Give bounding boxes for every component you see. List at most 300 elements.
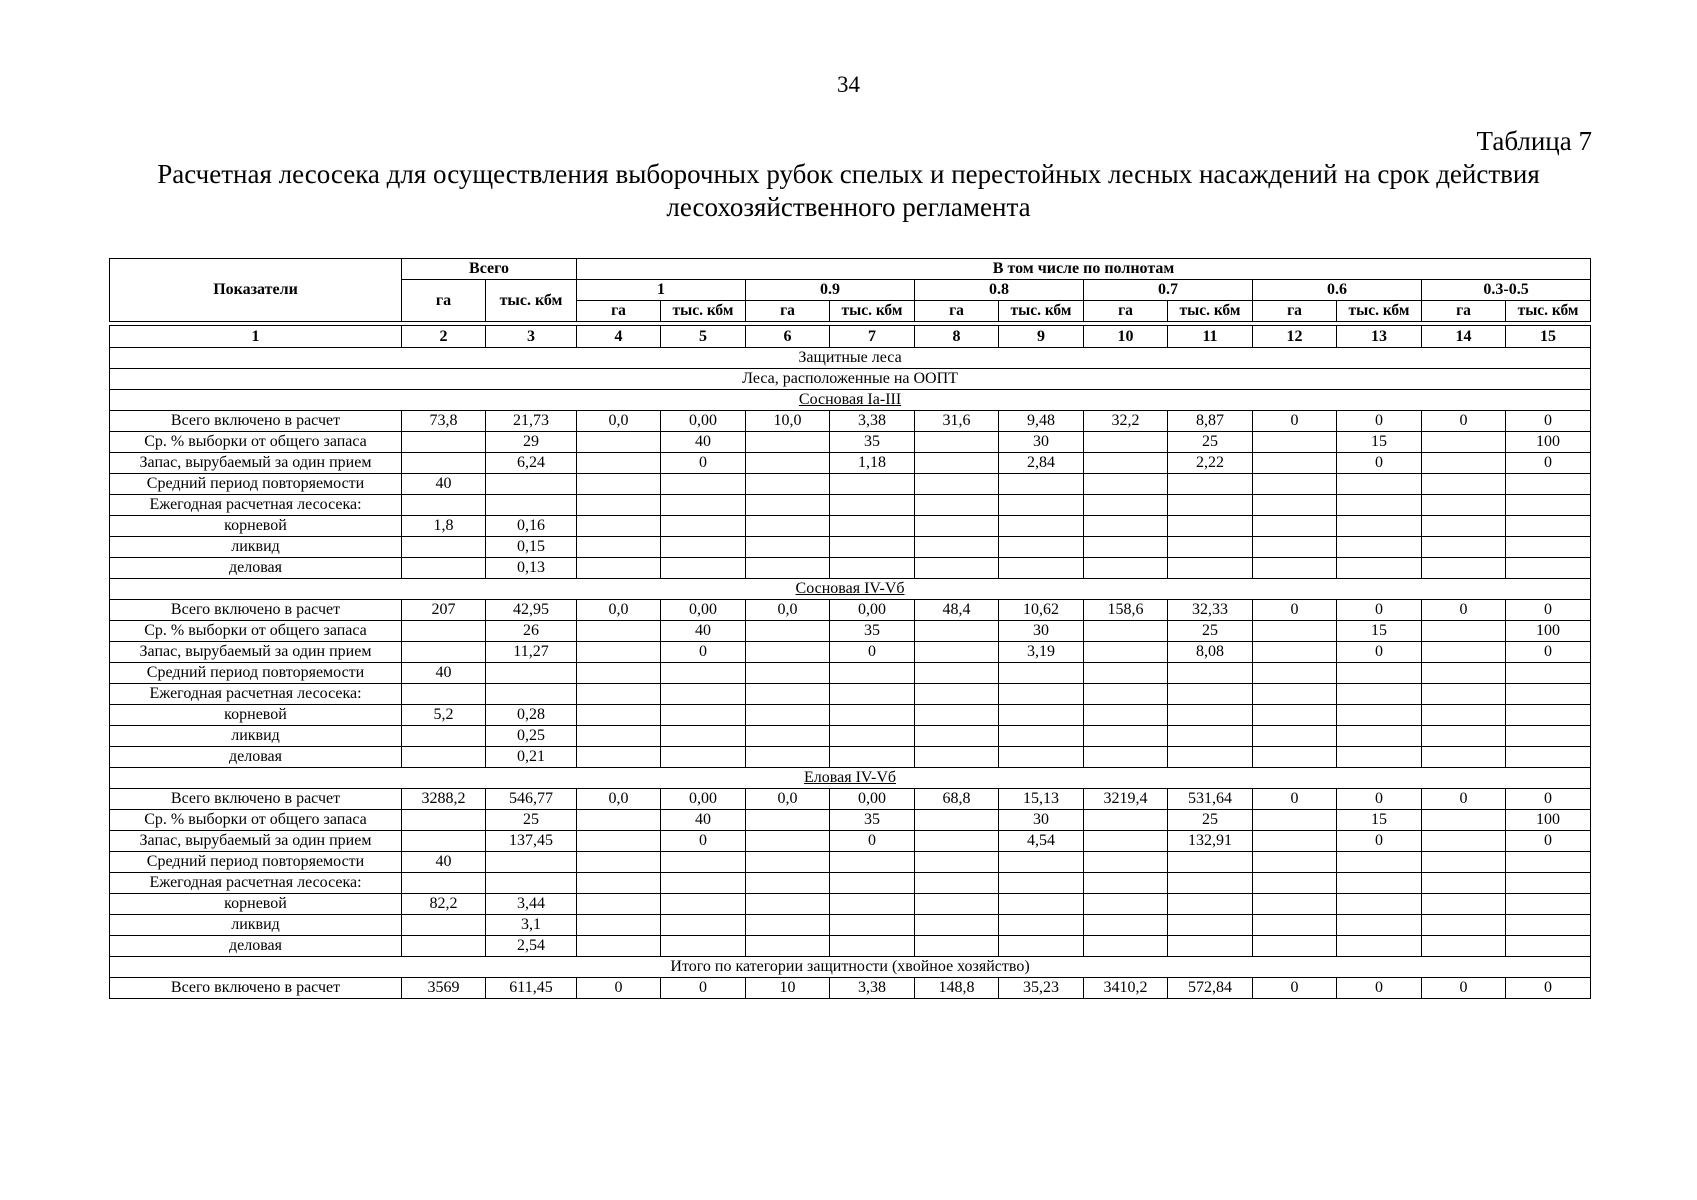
column-number: 10 — [1084, 326, 1168, 348]
title-line-2: лесохозяйственного регламента — [666, 192, 1031, 222]
table-cell — [1084, 936, 1168, 957]
header-ha: га — [915, 301, 999, 322]
section-row — [110, 768, 1591, 789]
table-cell — [830, 516, 915, 537]
table-cell: 35 — [830, 621, 915, 642]
table-cell: 26 — [486, 621, 577, 642]
table-cell — [577, 516, 661, 537]
table-cell — [1337, 495, 1422, 516]
table-row — [110, 915, 1591, 936]
row-label: Средний период повторяемости — [110, 852, 402, 873]
table-cell — [746, 432, 830, 453]
table-cell — [661, 873, 746, 894]
table-cell — [1337, 936, 1422, 957]
table-cell — [661, 747, 746, 768]
table-cell: 207 — [402, 600, 486, 621]
table-cell — [999, 936, 1084, 957]
table-cell — [915, 684, 999, 705]
table-cell — [486, 495, 577, 516]
table-cell: 35,23 — [999, 978, 1084, 999]
table-cell — [999, 915, 1084, 936]
table-cell: 0 — [1253, 978, 1337, 999]
table-cell: 0,00 — [661, 600, 746, 621]
table-row — [110, 600, 1591, 621]
table-cell — [1084, 894, 1168, 915]
table-cell — [1422, 894, 1506, 915]
table-cell: 29 — [486, 432, 577, 453]
table-cell — [746, 474, 830, 495]
table-cell — [1506, 663, 1591, 684]
table-cell — [746, 915, 830, 936]
table-cell — [1337, 516, 1422, 537]
table-cell: 100 — [1506, 432, 1591, 453]
table-cell — [1168, 936, 1253, 957]
table-cell — [577, 936, 661, 957]
table-cell — [1253, 726, 1337, 747]
table-cell — [915, 621, 999, 642]
table-cell: 0 — [1506, 411, 1591, 432]
table-cell: 9,48 — [999, 411, 1084, 432]
table-cell — [1168, 495, 1253, 516]
table-cell — [746, 642, 830, 663]
table-cell — [1422, 810, 1506, 831]
table-row — [110, 411, 1591, 432]
table-cell — [1084, 663, 1168, 684]
table-cell — [1168, 684, 1253, 705]
table-cell — [486, 663, 577, 684]
table-cell — [577, 705, 661, 726]
table-cell — [402, 936, 486, 957]
table-cell — [577, 453, 661, 474]
table-cell — [402, 642, 486, 663]
table-cell — [402, 495, 486, 516]
table-cell — [1422, 537, 1506, 558]
table-cell — [1253, 474, 1337, 495]
row-label: корневой — [110, 894, 402, 915]
table-cell — [1168, 747, 1253, 768]
header-density: 0.9 — [746, 280, 915, 301]
table-cell — [661, 852, 746, 873]
table-cell: 3219,4 — [1084, 789, 1168, 810]
table-row — [110, 831, 1591, 852]
table-row — [110, 852, 1591, 873]
table-cell: 21,73 — [486, 411, 577, 432]
table-cell: 0 — [1337, 411, 1422, 432]
table-cell: 0,00 — [661, 789, 746, 810]
table-cell — [1337, 705, 1422, 726]
table-row — [110, 684, 1591, 705]
table-cell — [1506, 558, 1591, 579]
row-label: деловая — [110, 558, 402, 579]
table-cell: 0,0 — [746, 600, 830, 621]
table-cell — [1506, 747, 1591, 768]
table-cell — [486, 852, 577, 873]
table-cell — [999, 474, 1084, 495]
header-density: 0.3-0.5 — [1422, 280, 1591, 301]
table-row — [110, 894, 1591, 915]
section-row — [110, 348, 1591, 369]
table-cell: 0 — [830, 831, 915, 852]
table-cell — [999, 495, 1084, 516]
table-cell — [830, 726, 915, 747]
table-cell — [1506, 705, 1591, 726]
table-cell: 3,38 — [830, 978, 915, 999]
header-volume: тыс. кбм — [1506, 301, 1591, 322]
table-cell: 531,64 — [1168, 789, 1253, 810]
table-cell — [402, 810, 486, 831]
table-cell — [915, 873, 999, 894]
section-title — [110, 579, 1591, 600]
table-cell — [402, 432, 486, 453]
header-density: 0.8 — [915, 280, 1084, 301]
table-cell: 3288,2 — [402, 789, 486, 810]
section-title — [110, 390, 1591, 411]
table-cell: 0 — [577, 978, 661, 999]
table-cell: 0 — [661, 978, 746, 999]
table-cell — [830, 873, 915, 894]
table-cell — [1422, 747, 1506, 768]
section-title — [110, 768, 1591, 789]
row-label: Всего включено в расчет — [110, 411, 402, 432]
table-cell — [830, 474, 915, 495]
table-cell — [486, 684, 577, 705]
table-cell — [915, 474, 999, 495]
table-cell — [915, 495, 999, 516]
table-row — [110, 642, 1591, 663]
table-row — [110, 537, 1591, 558]
table-cell — [746, 894, 830, 915]
table-cell: 0 — [1337, 453, 1422, 474]
table-cell: 0 — [661, 453, 746, 474]
table-cell — [915, 516, 999, 537]
column-number: 2 — [402, 326, 486, 348]
table-cell: 0 — [1506, 789, 1591, 810]
table-cell — [1253, 831, 1337, 852]
table-cell — [830, 558, 915, 579]
header-volume: тыс. кбм — [830, 301, 915, 322]
table-cell: 25 — [1168, 621, 1253, 642]
row-label: ликвид — [110, 915, 402, 936]
table-cell — [1253, 894, 1337, 915]
table-cell — [1253, 516, 1337, 537]
table-cell — [1084, 558, 1168, 579]
table-cell — [1084, 726, 1168, 747]
table-cell: 0 — [1506, 642, 1591, 663]
table-cell — [915, 831, 999, 852]
table-cell — [746, 684, 830, 705]
row-label: Всего включено в расчет — [110, 978, 402, 999]
table-cell — [1253, 537, 1337, 558]
table-cell: 0,0 — [746, 789, 830, 810]
table-cell — [1422, 726, 1506, 747]
table-cell — [661, 894, 746, 915]
table-cell — [577, 558, 661, 579]
table-cell — [1168, 663, 1253, 684]
row-label: Всего включено в расчет — [110, 789, 402, 810]
table-cell — [746, 852, 830, 873]
table-cell: 8,08 — [1168, 642, 1253, 663]
table-cell: 35 — [830, 810, 915, 831]
table-cell — [1422, 516, 1506, 537]
table-cell: 3,19 — [999, 642, 1084, 663]
table-cell — [1253, 453, 1337, 474]
row-label: Ежегодная расчетная лесосека: — [110, 495, 402, 516]
table-row — [110, 705, 1591, 726]
table-cell — [661, 474, 746, 495]
table-cell: 2,22 — [1168, 453, 1253, 474]
table-cell: 40 — [402, 852, 486, 873]
section-title-text: Защитные леса — [798, 349, 902, 366]
table-row — [110, 558, 1591, 579]
table-cell: 40 — [402, 663, 486, 684]
table-cell — [1422, 684, 1506, 705]
table-cell — [1253, 705, 1337, 726]
table-cell — [830, 852, 915, 873]
table-cell — [830, 747, 915, 768]
table-cell — [830, 894, 915, 915]
table-cell — [661, 663, 746, 684]
table-cell — [402, 831, 486, 852]
table-cell — [830, 495, 915, 516]
table-cell: 0 — [1337, 600, 1422, 621]
header-density: 1 — [577, 280, 746, 301]
header-ha: га — [1084, 301, 1168, 322]
table-cell: 611,45 — [486, 978, 577, 999]
table-cell — [1084, 831, 1168, 852]
table-cell: 546,77 — [486, 789, 577, 810]
table-cell: 0,15 — [486, 537, 577, 558]
table-row — [110, 621, 1591, 642]
table-cell — [1506, 684, 1591, 705]
table-cell — [1337, 474, 1422, 495]
page-number: 34 — [837, 72, 860, 97]
table-cell — [999, 684, 1084, 705]
table-cell — [1422, 453, 1506, 474]
table-cell — [1337, 684, 1422, 705]
document-title — [110, 158, 1587, 224]
section-title-text: Сосновая Ia-III — [798, 391, 902, 408]
table-cell — [577, 684, 661, 705]
table-cell: 15 — [1337, 810, 1422, 831]
table-cell — [830, 936, 915, 957]
table-cell: 0 — [1337, 831, 1422, 852]
table-cell — [830, 684, 915, 705]
table-cell — [999, 747, 1084, 768]
table-row — [110, 936, 1591, 957]
table-cell — [915, 810, 999, 831]
table-cell: 0 — [661, 831, 746, 852]
table-cell: 0,0 — [577, 411, 661, 432]
table-cell — [1422, 558, 1506, 579]
table-body — [110, 322, 1591, 999]
table-cell: 32,2 — [1084, 411, 1168, 432]
row-label: корневой — [110, 516, 402, 537]
table-cell: 3569 — [402, 978, 486, 999]
column-number: 11 — [1168, 326, 1253, 348]
table-cell — [1084, 705, 1168, 726]
table-cell: 0,21 — [486, 747, 577, 768]
section-row — [110, 369, 1591, 390]
table-cell — [999, 558, 1084, 579]
table-cell: 10 — [746, 978, 830, 999]
table-cell: 3,1 — [486, 915, 577, 936]
row-label: Всего включено в расчет — [110, 600, 402, 621]
table-cell — [999, 663, 1084, 684]
table-cell: 0,00 — [830, 789, 915, 810]
header-indicators: Показатели — [110, 259, 402, 322]
header-total: Всего — [402, 259, 577, 280]
table-cell: 0 — [1337, 978, 1422, 999]
table-cell: 30 — [999, 810, 1084, 831]
table-cell: 4,54 — [999, 831, 1084, 852]
table-cell — [999, 516, 1084, 537]
table-cell — [1084, 537, 1168, 558]
table-cell — [577, 495, 661, 516]
table-cell — [1506, 516, 1591, 537]
table-cell: 40 — [661, 810, 746, 831]
table-cell — [830, 915, 915, 936]
column-number: 15 — [1506, 326, 1591, 348]
table-cell: 25 — [1168, 810, 1253, 831]
table-cell: 0,0 — [577, 600, 661, 621]
table-cell — [577, 726, 661, 747]
table-cell — [577, 852, 661, 873]
table-cell — [746, 558, 830, 579]
column-number: 4 — [577, 326, 661, 348]
table-cell — [1506, 873, 1591, 894]
table-cell — [915, 726, 999, 747]
table-cell — [1422, 432, 1506, 453]
row-label: Средний период повторяемости — [110, 663, 402, 684]
row-label: корневой — [110, 705, 402, 726]
header-including-by-density: В том числе по полнотам — [577, 259, 1591, 280]
table-cell — [402, 726, 486, 747]
table-row — [110, 516, 1591, 537]
table-cell — [1422, 852, 1506, 873]
column-number: 9 — [999, 326, 1084, 348]
column-number: 6 — [746, 326, 830, 348]
table-row — [110, 663, 1591, 684]
table-cell: 3410,2 — [1084, 978, 1168, 999]
table-cell: 100 — [1506, 810, 1591, 831]
table-cell: 6,24 — [486, 453, 577, 474]
table-cell — [915, 915, 999, 936]
section-row — [110, 579, 1591, 600]
table-cell — [577, 894, 661, 915]
section-row — [110, 390, 1591, 411]
table-cell: 0 — [1506, 978, 1591, 999]
table-cell — [661, 684, 746, 705]
header-volume: тыс. кбм — [661, 301, 746, 322]
table-cell — [1168, 726, 1253, 747]
column-number: 3 — [486, 326, 577, 348]
table-cell — [999, 852, 1084, 873]
table-cell — [1168, 558, 1253, 579]
table-cell — [1506, 915, 1591, 936]
table-cell: 0 — [1253, 600, 1337, 621]
table-cell — [402, 537, 486, 558]
table-cell — [1422, 936, 1506, 957]
table-cell: 0,00 — [661, 411, 746, 432]
table-cell: 0 — [661, 642, 746, 663]
row-label: Ср. % выборки от общего запаса — [110, 621, 402, 642]
table-cell — [661, 915, 746, 936]
table-row — [110, 474, 1591, 495]
table-cell — [1084, 747, 1168, 768]
row-label: Запас, вырубаемый за один прием — [110, 642, 402, 663]
table-row — [110, 726, 1591, 747]
table-cell — [1084, 621, 1168, 642]
table-cell — [577, 663, 661, 684]
table-cell — [402, 747, 486, 768]
header-ha: га — [577, 301, 661, 322]
table-cell — [1084, 432, 1168, 453]
table-cell — [661, 726, 746, 747]
table-cell — [577, 810, 661, 831]
table-cell — [746, 747, 830, 768]
table-cell — [746, 810, 830, 831]
table-cell: 0 — [1506, 600, 1591, 621]
table-cell: 30 — [999, 432, 1084, 453]
table-cell — [661, 936, 746, 957]
table-cell — [1084, 453, 1168, 474]
table-cell: 2,54 — [486, 936, 577, 957]
table-cell: 15,13 — [999, 789, 1084, 810]
table-cell — [661, 495, 746, 516]
table-cell — [402, 453, 486, 474]
table-cell: 148,8 — [915, 978, 999, 999]
table-cell — [1422, 831, 1506, 852]
table-cell: 11,27 — [486, 642, 577, 663]
table-cell — [1084, 495, 1168, 516]
table-cell — [1253, 621, 1337, 642]
table-cell: 0,16 — [486, 516, 577, 537]
table-cell — [486, 474, 577, 495]
table-cell: 0 — [1506, 831, 1591, 852]
table-cell — [661, 705, 746, 726]
table-cell: 35 — [830, 432, 915, 453]
table-cell — [1253, 432, 1337, 453]
table-cell — [1084, 684, 1168, 705]
table-cell — [915, 747, 999, 768]
table-cell: 8,87 — [1168, 411, 1253, 432]
section-title-text: Леса, расположенные на ООПТ — [742, 370, 958, 387]
table-cell: 40 — [661, 432, 746, 453]
column-number: 1 — [110, 326, 402, 348]
table-cell — [1253, 810, 1337, 831]
row-label: деловая — [110, 747, 402, 768]
table-cell — [1422, 873, 1506, 894]
table-cell — [1253, 936, 1337, 957]
table-cell: 0 — [830, 642, 915, 663]
table-cell: 10,0 — [746, 411, 830, 432]
table-cell — [577, 873, 661, 894]
header-ha: га — [1253, 301, 1337, 322]
table-cell: 73,8 — [402, 411, 486, 432]
table-cell — [999, 726, 1084, 747]
table-cell — [1506, 852, 1591, 873]
table-cell: 40 — [402, 474, 486, 495]
table-cell — [1337, 852, 1422, 873]
table-cell — [746, 663, 830, 684]
header-volume: тыс. кбм — [999, 301, 1084, 322]
table-cell — [1253, 663, 1337, 684]
table-cell: 42,95 — [486, 600, 577, 621]
table-cell — [746, 873, 830, 894]
table-cell — [1337, 537, 1422, 558]
row-label: Ср. % выборки от общего запаса — [110, 432, 402, 453]
table-cell — [1253, 747, 1337, 768]
